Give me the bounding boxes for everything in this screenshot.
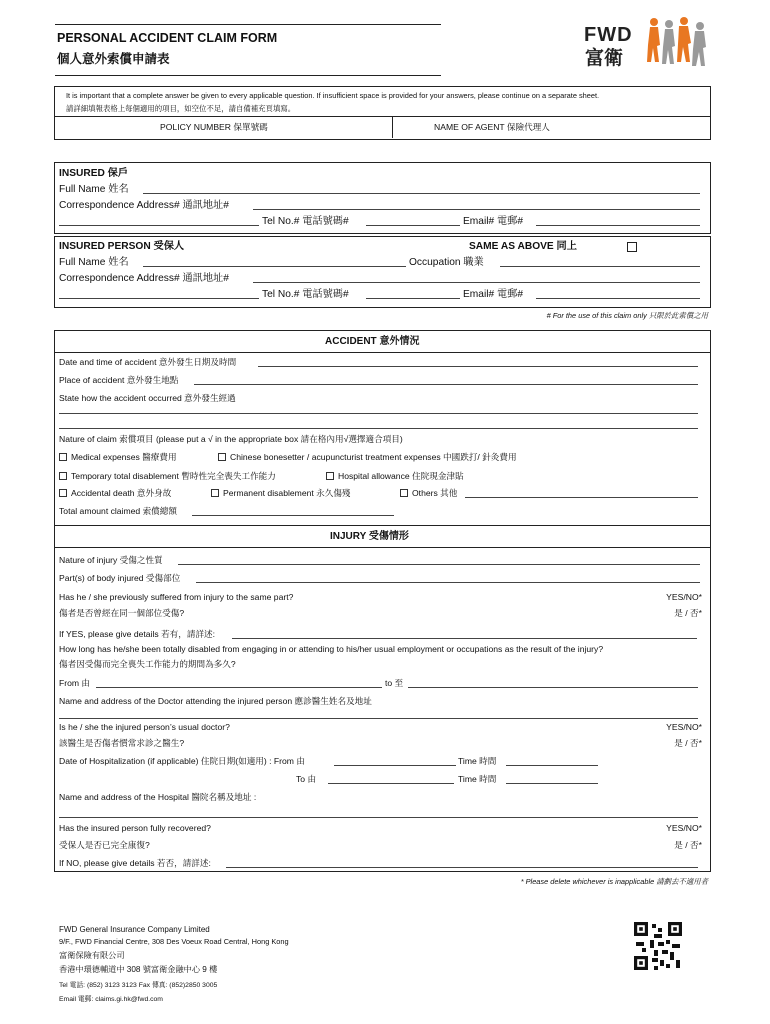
footer-company-zh: 富衛保險有限公司 bbox=[59, 951, 125, 960]
occupation-label: Occupation 職業 bbox=[409, 257, 484, 268]
recovered-question-zh: 受保人是否已完全康復? bbox=[59, 840, 150, 850]
footer-address-en: 9/F., FWD Financial Centre, 308 Des Voeux Road Central, Hong Kong bbox=[59, 937, 289, 946]
hospital-allowance-checkbox[interactable] bbox=[326, 472, 334, 480]
intro-note-en: It is important that a complete answer be given to every applicable question. If insufficient space is provided for your answers, please continue on a separate sheet. bbox=[66, 91, 600, 100]
footer-email[interactable]: Email 電郵: claims.gi.hk@fwd.com bbox=[59, 996, 163, 1003]
total-claimed-input[interactable] bbox=[192, 515, 394, 516]
same-as-above-checkbox[interactable] bbox=[627, 242, 637, 252]
if-yes-input[interactable] bbox=[232, 638, 697, 639]
hospitalization-to-time-input[interactable] bbox=[506, 783, 598, 784]
total-claimed-label: Total amount claimed 索償總額 bbox=[59, 506, 177, 516]
disabled-duration-question-en: How long has he/she been totally disabled from engaging in or attending to his/her usual employment or occupations as the result of the injury? bbox=[59, 644, 604, 654]
option-accidental-death[interactable]: Accidental death 意外身故 bbox=[59, 488, 171, 499]
usual-doctor-question-zh: 該醫生是否傷者慣常求診之醫生? bbox=[59, 738, 185, 748]
medical-checkbox[interactable] bbox=[59, 453, 67, 461]
injury-nature-input[interactable] bbox=[178, 564, 700, 565]
others-input[interactable] bbox=[465, 497, 698, 498]
option-temporary-disablement[interactable]: Temporary total disablement 暫時性完全喪失工作能力 bbox=[59, 471, 276, 482]
accident-how-input-2[interactable] bbox=[59, 428, 698, 429]
accident-datetime-label: Date and time of accident 意外發生日期及時間 bbox=[59, 357, 237, 367]
runners-logo-image bbox=[640, 14, 716, 82]
insured-person-tel-input[interactable] bbox=[366, 298, 460, 299]
insured-heading: INSURED 保戶 bbox=[59, 168, 129, 179]
fwd-logo: FWD 富衛 bbox=[584, 24, 633, 69]
accident-how-label: State how the accident occurred 意外發生經過 bbox=[59, 393, 236, 403]
hospital-name-input[interactable] bbox=[59, 817, 698, 818]
insured-person-address-line2[interactable] bbox=[59, 298, 259, 299]
hospitalization-from-input[interactable] bbox=[334, 765, 456, 766]
footer-tel-fax: Tel 電話: (852) 3123 3123 Fax 傳真: (852)2850 3005 bbox=[59, 982, 218, 989]
nature-of-claim-label: Nature of claim 索償項目 (please put a √ in the appropriate box 請在格內用√選擇適合項目) bbox=[59, 434, 403, 444]
option-permanent-disablement[interactable]: Permanent disablement 永久傷殘 bbox=[211, 488, 351, 499]
same-as-above-label: SAME AS ABOVE 同上 bbox=[469, 241, 577, 252]
accident-heading: ACCIDENT 意外情況 bbox=[325, 336, 420, 347]
insured-address-input[interactable] bbox=[253, 209, 700, 210]
hospitalization-from-time-label: Time 時間 bbox=[458, 756, 497, 766]
option-others[interactable]: Others 其他 bbox=[400, 488, 457, 499]
disabled-duration-question-zh: 傷者因受傷而完全喪失工作能力的期間為多久? bbox=[59, 659, 236, 669]
if-no-label: If NO, please give details 若否，請詳述: bbox=[59, 858, 211, 868]
intro-note-zh: 請詳細填報表格上每個適用的項目，如空位不足，請自備補充頁填寫。 bbox=[66, 104, 296, 113]
recovered-yesno-zh[interactable]: 是 / 否* bbox=[674, 840, 702, 850]
insured-person-address-input[interactable] bbox=[253, 282, 700, 283]
insured-box bbox=[54, 162, 711, 234]
body-parts-label: Part(s) of body injured 受傷部位 bbox=[59, 573, 181, 583]
insured-address-label: Correspondence Address# 通訊地址# bbox=[59, 200, 229, 211]
insured-email-label: Email# 電郵# bbox=[463, 216, 524, 227]
hospitalization-to-input[interactable] bbox=[328, 783, 454, 784]
usual-doctor-yesno-zh[interactable]: 是 / 否* bbox=[674, 738, 702, 748]
death-checkbox[interactable] bbox=[59, 489, 67, 497]
insured-person-full-name-input[interactable] bbox=[143, 266, 406, 267]
usual-doctor-question-en: Is he / she the injured person’s usual doctor? bbox=[59, 722, 230, 732]
accident-datetime-input[interactable] bbox=[258, 366, 698, 367]
insured-person-full-name-label: Full Name 姓名 bbox=[59, 257, 129, 268]
insured-full-name-label: Full Name 姓名 bbox=[59, 184, 129, 195]
bonesetter-checkbox[interactable] bbox=[218, 453, 226, 461]
usual-doctor-yesno[interactable]: YES/NO* bbox=[666, 722, 702, 732]
insured-person-email-input[interactable] bbox=[536, 298, 700, 299]
accident-place-input[interactable] bbox=[194, 384, 698, 385]
disabled-to-input[interactable] bbox=[408, 687, 698, 688]
form-title-zh: 個人意外索償申請表 bbox=[57, 52, 170, 66]
option-bonesetter[interactable]: Chinese bonesetter / acupuncturist treatment expenses 中國跌打/ 針灸費用 bbox=[218, 452, 517, 463]
qr-code-image bbox=[634, 922, 682, 970]
hospitalization-from-label: Date of Hospitalization (if applicable) 住院日期(如適用) : From 由 bbox=[59, 756, 305, 766]
delete-inapplicable-note: * Please delete whichever is inapplicable 請劃去不適用者 bbox=[520, 877, 708, 886]
policy-number-field[interactable]: POLICY NUMBER 保單號碼 bbox=[160, 122, 268, 132]
occupation-input[interactable] bbox=[500, 266, 700, 267]
insured-person-email-label: Email# 電郵# bbox=[463, 289, 524, 300]
insured-tel-input[interactable] bbox=[366, 225, 460, 226]
footer-address-zh: 香港中環德輔道中 308 號富衛金融中心 9 樓 bbox=[59, 965, 218, 974]
previous-injury-question-zh: 傷者是否曾經在同一個部位受傷? bbox=[59, 608, 185, 618]
accident-how-input-1[interactable] bbox=[59, 413, 698, 414]
recovered-yesno[interactable]: YES/NO* bbox=[666, 823, 702, 833]
injury-nature-label: Nature of injury 受傷之性質 bbox=[59, 555, 163, 565]
footer-company-en: FWD General Insurance Company Limited bbox=[59, 925, 210, 934]
option-hospital-allowance[interactable]: Hospital allowance 住院現金津貼 bbox=[326, 471, 464, 482]
if-yes-label: If YES, please give details 若有，請詳述: bbox=[59, 629, 216, 639]
insured-email-input[interactable] bbox=[536, 225, 700, 226]
agent-name-field[interactable]: NAME OF AGENT 保險代理人 bbox=[434, 122, 550, 132]
disabled-from-input[interactable] bbox=[96, 687, 382, 688]
insured-address-line2[interactable] bbox=[59, 225, 259, 226]
hospitalization-to-label: To 由 bbox=[296, 774, 317, 784]
insured-full-name-input[interactable] bbox=[143, 193, 700, 194]
hospitalization-from-time-input[interactable] bbox=[506, 765, 598, 766]
form-title-en: PERSONAL ACCIDENT CLAIM FORM bbox=[57, 31, 278, 45]
insured-person-heading: INSURED PERSON 受保人 bbox=[59, 241, 185, 252]
if-no-input[interactable] bbox=[226, 867, 698, 868]
hospital-name-label: Name and address of the Hospital 醫院名稱及地址 : bbox=[59, 792, 257, 802]
hospitalization-to-time-label: Time 時間 bbox=[458, 774, 497, 784]
body-parts-input[interactable] bbox=[196, 582, 700, 583]
disabled-from-label: From 由 bbox=[59, 678, 91, 688]
temporary-checkbox[interactable] bbox=[59, 472, 67, 480]
injury-heading: INJURY 受傷情形 bbox=[330, 531, 409, 542]
permanent-checkbox[interactable] bbox=[211, 489, 219, 497]
insured-person-tel-label: Tel No.# 電話號碼# bbox=[262, 289, 349, 300]
recovered-question-en: Has the insured person fully recovered? bbox=[59, 823, 211, 833]
previous-injury-yesno-zh[interactable]: 是 / 否* bbox=[674, 608, 702, 618]
insured-person-address-label: Correspondence Address# 通訊地址# bbox=[59, 273, 229, 284]
insured-tel-label: Tel No.# 電話號碼# bbox=[262, 216, 349, 227]
doctor-label: Name and address of the Doctor attending the injured person 應診醫生姓名及地址 bbox=[59, 696, 372, 706]
disabled-to-label: to 至 bbox=[385, 678, 404, 688]
option-medical[interactable]: Medical expenses 醫療費用 bbox=[59, 452, 177, 463]
doctor-input[interactable] bbox=[59, 718, 698, 719]
others-checkbox[interactable] bbox=[400, 489, 408, 497]
accident-place-label: Place of accident 意外發生地點 bbox=[59, 375, 179, 385]
claim-use-footnote: # For the use of this claim only 只限於此索償之用 bbox=[546, 311, 708, 320]
previous-injury-question-en: Has he / she previously suffered from injury to the same part? bbox=[59, 592, 294, 602]
previous-injury-yesno[interactable]: YES/NO* bbox=[666, 592, 702, 602]
